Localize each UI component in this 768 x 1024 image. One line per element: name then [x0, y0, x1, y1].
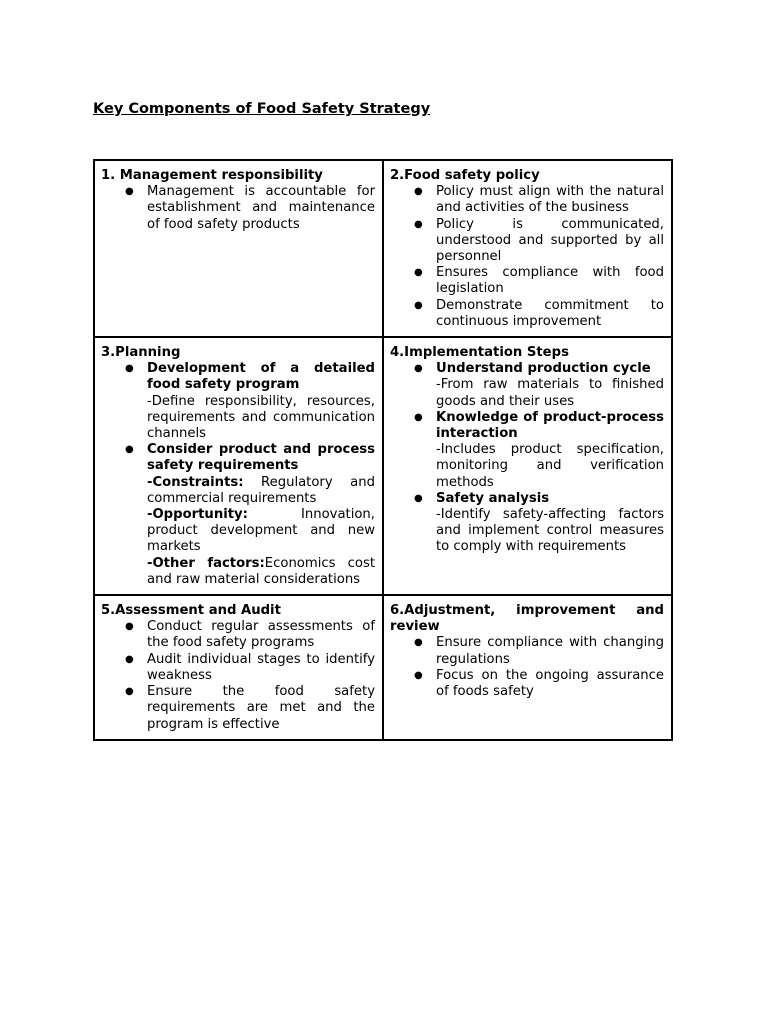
other-factors-line: [147, 556, 375, 588]
bullet-list: [101, 361, 375, 588]
list-item: [147, 442, 375, 588]
bullet-list: [101, 619, 375, 732]
constraints-text: Regulatory and commercial requirements: [147, 474, 375, 506]
bullet-list: [390, 361, 664, 555]
table-row: [94, 337, 672, 595]
table-row: [94, 595, 672, 740]
item-text: -Define responsibility, resources, requirements and communication channels: [147, 393, 375, 442]
list-item: ● Audit individual stages to identify weakness: [147, 652, 375, 684]
item-title: ● Consider product and process safety requirements: [147, 442, 375, 474]
list-item: [436, 491, 664, 556]
list-item: ● Ensures compliance with food legislation: [436, 265, 664, 297]
constraints-label: -Constraints:: [147, 474, 244, 490]
table-row: [94, 160, 672, 337]
item-title: ● Knowledge of product-process interaction: [436, 409, 664, 442]
list-item: ● Conduct regular assessments of the food safety programs: [147, 619, 375, 651]
cell-assessment-audit: [94, 595, 383, 740]
list-item: [147, 361, 375, 442]
bullet-list: [101, 184, 375, 233]
document-title: Key Components of Food Safety Strategy: [93, 101, 431, 117]
list-item: ● Ensure compliance with changing regulations: [436, 635, 664, 667]
list-item: ● Policy must align with the natural and activities of the business: [436, 184, 664, 216]
bullet-list: [390, 184, 664, 330]
item-title: ● Development of a detailed food safety program: [147, 361, 375, 393]
cell-heading: 5.Assessment and Audit: [101, 603, 281, 619]
opportunity-line: [147, 507, 375, 556]
list-item: ● Policy is communicated, understood and supported by all personnel: [436, 217, 664, 266]
list-item: ● Demonstrate commitment to continuous improvement: [436, 298, 664, 330]
item-text: -Includes product specification, monitoring and verification methods: [436, 442, 664, 490]
list-item: [436, 361, 664, 410]
item-text: -Identify safety-affecting factors and implement control measures to comply with requirements: [436, 507, 664, 555]
cell-management-responsibility: [94, 160, 383, 337]
cell-heading: 6.Adjustment, improvement and review: [390, 603, 664, 635]
cell-heading: 3.Planning: [101, 345, 181, 361]
strategy-table: [93, 159, 673, 741]
cell-food-safety-policy: [383, 160, 672, 337]
opportunity-label: -Opportunity:: [147, 507, 248, 523]
opportunity-text: Innovation, product development and new markets: [147, 507, 375, 555]
item-text: -From raw materials to finished goods and their uses: [436, 377, 664, 409]
other-factors-label: -Other factors:: [147, 555, 265, 571]
cell-implementation-steps: [383, 337, 672, 595]
cell-planning: [94, 337, 383, 595]
list-item: [436, 410, 664, 491]
list-item: ● Management is accountable for establishment and maintenance of food safety products: [147, 184, 375, 233]
bullet-list: [390, 635, 664, 700]
cell-heading: 2.Food safety policy: [390, 168, 540, 183]
item-title: ● Safety analysis: [436, 490, 550, 506]
cell-heading: 4.Implementation Steps: [390, 345, 569, 361]
item-title: ● Understand production cycle: [436, 361, 651, 377]
cell-adjustment-review: [383, 595, 672, 740]
other-factors-text: Economics cost and raw material considerations: [147, 555, 375, 587]
constraints-line: [147, 475, 375, 507]
cell-heading: 1. Management responsibility: [101, 168, 323, 183]
list-item: ● Ensure the food safety requirements are met and the program is effective: [147, 684, 375, 733]
list-item: ● Focus on the ongoing assurance of foods safety: [436, 668, 664, 700]
